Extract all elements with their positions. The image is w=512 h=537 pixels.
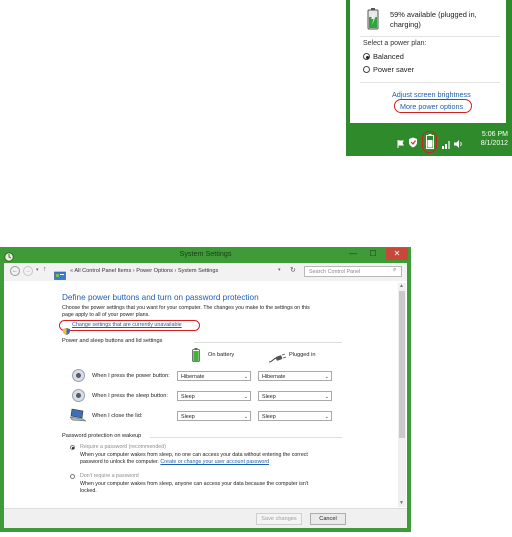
save-changes-button[interactable]: Save changes <box>256 513 302 525</box>
close-icon: ✕ <box>393 249 401 258</box>
battery-icon <box>192 348 200 362</box>
power-button-battery-select[interactable] <box>177 371 251 381</box>
maximize-button[interactable]: ☐ <box>369 249 377 258</box>
sleep-button-plugged-value: Sleep <box>262 394 276 400</box>
cancel-button[interactable]: Cancel <box>310 513 346 525</box>
clock-date: 8/1/2012 <box>480 140 508 147</box>
refresh-icon[interactable]: ↻ <box>290 267 296 274</box>
control-panel-folder-icon <box>54 267 66 276</box>
plan-balanced-option[interactable] <box>363 52 453 62</box>
description-line2: page apply to all of your power plans. <box>62 312 150 318</box>
battery-flyout <box>346 0 512 156</box>
address-dropdown-chevron-icon[interactable]: ▾ <box>278 267 281 273</box>
chevron-down-icon: ⌄ <box>243 374 248 380</box>
up-arrow-icon[interactable]: ↑ <box>43 266 47 273</box>
create-password-link[interactable]: Create or change your user account password <box>160 459 270 465</box>
power-button-plugged-select[interactable] <box>258 371 332 381</box>
lid-close-label: When I close the lid: <box>92 413 143 419</box>
no-password-radio[interactable] <box>70 474 75 479</box>
plan-balanced-label: Balanced <box>373 52 404 61</box>
section-divider <box>150 437 342 438</box>
page-description <box>62 305 398 319</box>
no-password-label: Don't require a password <box>80 473 139 479</box>
power-plug-icon <box>268 350 286 360</box>
forward-arrow-icon[interactable]: → <box>25 268 31 274</box>
breadcrumb[interactable]: « All Control Panel Items › Power Options › System Settings <box>70 268 219 274</box>
plan-power-saver-option[interactable] <box>363 65 453 75</box>
power-button-icon <box>72 369 85 382</box>
require-password-description <box>80 452 398 466</box>
description-line1: Choose the power settings that you want for your computer. The changes you make to the settings on this <box>62 305 310 311</box>
power-plan-label: Select a power plan: <box>363 40 427 47</box>
no-password-desc-line2: locked. <box>80 488 97 494</box>
taskbar-clock[interactable] <box>470 130 508 148</box>
battery-flyout-panel <box>350 0 506 123</box>
close-button[interactable] <box>386 248 408 260</box>
require-desc-line1: When your computer wakes from sleep, no one can access your data without entering the correct <box>80 452 308 458</box>
more-power-options-link[interactable]: More power options <box>400 102 464 111</box>
require-password-label: Require a password (recommended) <box>80 444 166 450</box>
plan-balanced-radio[interactable] <box>363 53 370 60</box>
chevron-down-icon: ⌄ <box>243 414 248 420</box>
battery-status-line2: charging) <box>390 20 421 29</box>
password-section-title: Password protection on wakeup <box>62 433 142 439</box>
uac-shield-icon <box>63 322 70 329</box>
chevron-down-icon: ⌄ <box>243 394 248 400</box>
battery-charging-icon <box>367 8 379 30</box>
dialog-footer <box>4 508 407 528</box>
adjust-brightness-link[interactable]: Adjust screen brightness <box>392 90 471 99</box>
volume-speaker-icon[interactable] <box>454 136 464 146</box>
power-button-label: When I press the power button: <box>92 373 170 379</box>
power-button-battery-value: Hibernate <box>181 374 205 380</box>
settings-content <box>4 281 407 508</box>
battery-status-line1: 59% available (plugged in, <box>390 10 477 19</box>
chevron-down-icon: ⌄ <box>324 414 329 420</box>
sleep-button-plugged-select[interactable] <box>258 391 332 401</box>
highlight-ring <box>422 131 437 153</box>
battery-status <box>390 10 502 30</box>
section-divider <box>194 342 342 343</box>
no-password-desc-line1: When your computer wakes from sleep, anyone can access your data because the computer isn't <box>80 481 309 487</box>
window-title: System Settings <box>179 249 232 258</box>
laptop-lid-icon <box>69 408 87 422</box>
scroll-down-icon[interactable]: ▼ <box>399 500 404 506</box>
vertical-scrollbar[interactable] <box>398 283 406 507</box>
sleep-button-battery-value: Sleep <box>181 394 195 400</box>
sleep-button-battery-select[interactable] <box>177 391 251 401</box>
security-shield-icon[interactable] <box>408 135 418 146</box>
plugged-in-header: Plugged in <box>289 352 316 358</box>
require-password-radio[interactable] <box>70 445 75 450</box>
sleep-button-label: When I press the sleep button: <box>92 393 168 399</box>
back-arrow-icon[interactable]: ← <box>12 268 18 274</box>
sleep-button-icon <box>72 389 85 402</box>
lid-close-battery-select[interactable] <box>177 411 251 421</box>
page-title: Define power buttons and turn on password protection <box>62 293 259 302</box>
buttons-lid-section-title: Power and sleep buttons and lid settings <box>62 338 163 344</box>
recent-pages-chevron-icon[interactable]: ▾ <box>36 267 39 273</box>
scroll-up-icon[interactable]: ▲ <box>399 283 404 289</box>
chevron-down-icon: ⌄ <box>324 374 329 380</box>
highlight-ring <box>394 99 472 113</box>
chevron-down-icon: ⌄ <box>324 394 329 400</box>
lid-close-plugged-value: Sleep <box>262 414 276 420</box>
clock-time: 5:06 PM <box>481 131 508 138</box>
system-settings-window <box>0 247 411 532</box>
address-bar <box>4 263 407 281</box>
lid-close-plugged-select[interactable] <box>258 411 332 421</box>
plan-power-saver-radio[interactable] <box>363 66 370 73</box>
minimize-button[interactable]: — <box>349 249 357 258</box>
plan-power-saver-label: Power saver <box>373 65 415 74</box>
power-button-plugged-value: Hibernate <box>262 374 286 380</box>
on-battery-header: On battery <box>208 352 235 358</box>
search-icon[interactable]: ⌕ <box>393 267 397 273</box>
divider <box>360 82 500 83</box>
network-signal-icon[interactable] <box>442 136 452 146</box>
change-settings-link[interactable]: Change settings that are currently unavailable <box>72 322 182 328</box>
search-input[interactable]: Search Control Panel <box>304 266 402 277</box>
no-password-description <box>80 481 398 495</box>
lid-close-battery-value: Sleep <box>181 414 195 420</box>
action-center-flag-icon[interactable] <box>396 136 406 146</box>
require-desc-line2: password to unlock the computer. <box>80 459 159 465</box>
scrollbar-thumb[interactable] <box>399 291 405 438</box>
divider <box>360 36 500 37</box>
